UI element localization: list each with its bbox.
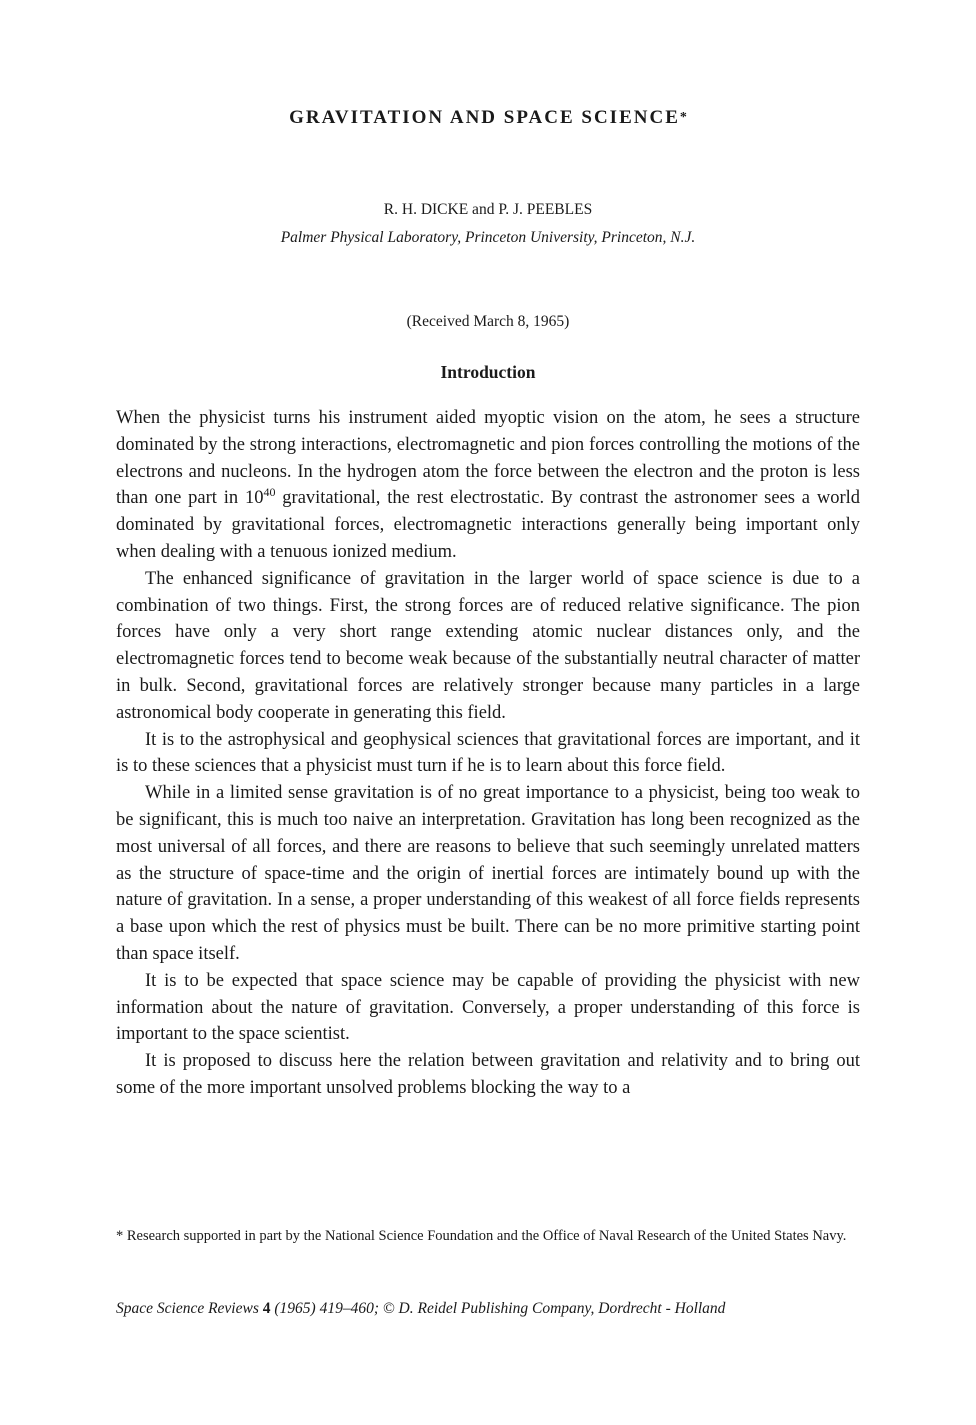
exponent: 40 <box>263 485 276 500</box>
paragraph-5: It is to be expected that space science may be capable of providing the physicist with new information about the nature of gravitation. Conversely, a proper understanding of this force is important to the space scientist. <box>116 970 860 1045</box>
paragraph-4: While in a limited sense gravitation is of no great importance to a physicist, being too weak to be significant, this is much too naive an interpretation. Gravitation has long been recognized as the most universal of all forces, and there are reasons to believe that such seemingly unrelated matters as the structure of space-time and the origin of inertial forces are intimately bound up with the nature of gravitation. In a sense, a proper understanding of this weakest of all force fields represents a base upon which the rest of physics must be built. There can be no more primitive starting point than space itself. <box>116 783 860 964</box>
journal-publisher: © D. Reidel Publishing Company, Dordrecht - Holland <box>382 1300 726 1317</box>
section-heading: Introduction <box>440 362 536 382</box>
paragraph-6: It is proposed to discuss here the relation between gravitation and relativity and to bring out some of the more important unsolved problems blocking the way to a <box>116 1051 860 1098</box>
journal-volume: 4 <box>262 1300 271 1317</box>
journal-details: (1965) 419–460; <box>274 1300 379 1317</box>
journal-citation <box>116 1300 860 1318</box>
paragraph-2: The enhanced significance of gravitation in the larger world of space science is due to a combination of two things. First, the strong forces are of reduced relative significance. The pion forces have only a very short range extending atomic nuclear distances only, and the electromagnetic forces tend to become weak because of the substantially neutral character of matter in bulk. Second, gravitational forces are relatively stronger because many particles in a large astronomical body cooperate in generating this field. <box>116 568 860 723</box>
paragraph-1: When the physicist turns his instrument aided myoptic vision on the atom, he sees a structure dominated by the strong interactions, electromagnetic and pion forces controlling the motions of the electrons and nucleons. In the hydrogen atom the force between the electron and the proton is less than one part in $10^{40}$ gravitational, the rest electrostatic. By contrast the astronomer sees a world dominated by gravitational forces, electromagnetic interactions generally being important only when dealing with a tenuous ionized medium. <box>116 408 860 562</box>
journal-name: Space Science Reviews <box>116 1300 259 1317</box>
paper-title <box>0 107 976 129</box>
authors: R. H. DICKE and P. J. PEEBLES <box>383 201 593 218</box>
title-footnote-mark: * <box>679 110 687 125</box>
paragraph-3: It is to the astrophysical and geophysical sciences that gravitational forces are important, and it is to these sciences that a physicist must turn if he is to learn about this force field. <box>116 729 860 777</box>
footnote: * Research supported in part by the National Science Foundation and the Office of Naval Research of the United States Navy. <box>116 1228 847 1244</box>
title-text: GRAVITATION AND SPACE SCIENCE <box>289 107 680 128</box>
affiliation: Palmer Physical Laboratory, Princeton University, Princeton, N.J. <box>280 229 696 246</box>
body-text <box>116 405 860 1102</box>
received-date: (Received March 8, 1965) <box>406 313 570 330</box>
